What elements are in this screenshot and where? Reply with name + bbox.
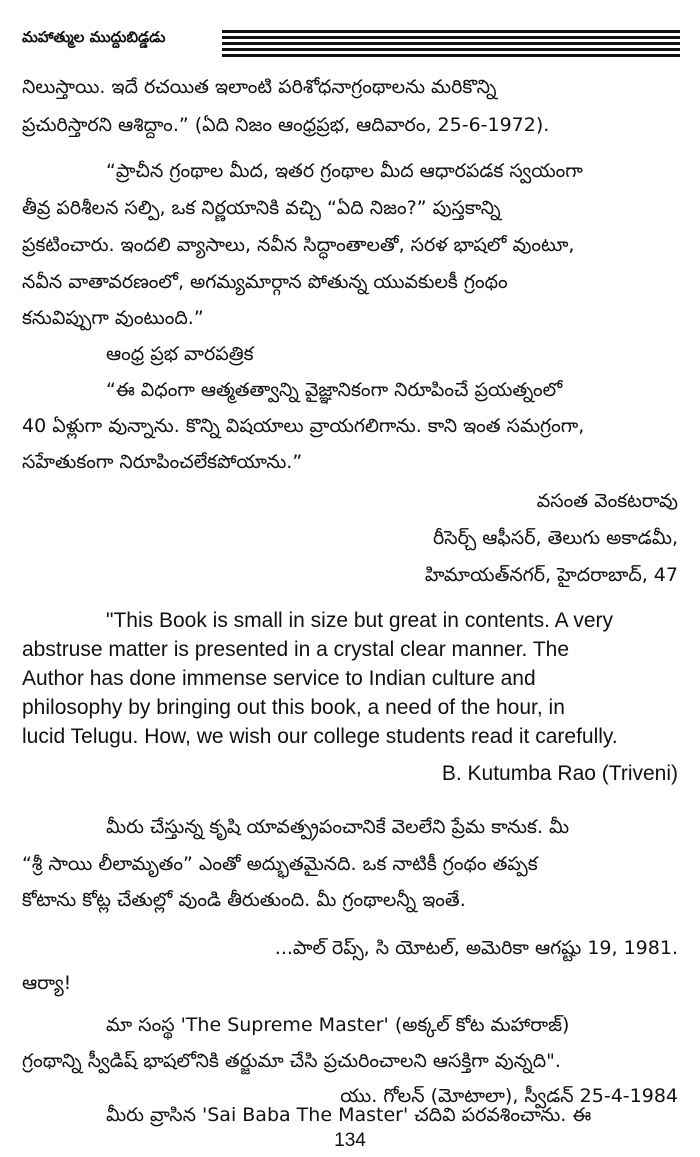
text-line: కోటాను కోట్ల చేతుల్లో వుండి తీరుతుంది. మీ గ్రంథాలన్నీ ఇంతే. bbox=[22, 889, 466, 911]
text-line: “ప్రాచీన గ్రంథాల మీద, ఇతర గ్రంథాల మీద ఆధారపడక స్వయంగా bbox=[106, 160, 583, 182]
text-line: కనువిప్పుగా వుంటుంది.” bbox=[22, 307, 204, 329]
attribution-address: హిమాయత్‌నగర్, హైదరాబాద్, 47 bbox=[424, 564, 678, 586]
text-line: గ్రంథాన్ని స్వీడిష్ భాషలోనికి తర్జుమా చేసి ప్రచురించాలని ఆసక్తిగా వున్నది". bbox=[22, 1050, 561, 1072]
english-quote-line: lucid Telugu. How, we wish our college students read it carefully. bbox=[22, 725, 618, 748]
text-line: “శ్రీ సాయి లీలామృతం” ఎంతో అద్భుతమైనది. ఒక నాటికీ గ్రంథం తప్పక bbox=[22, 853, 538, 875]
text-line: 40 ఏళ్లుగా వున్నాను. కొన్ని విషయాలు వ్రాయగలిగాను. కాని ఇంత సమగ్రంగా, bbox=[22, 415, 585, 437]
english-quote-line: abstruse matter is presented in a crystal clear manner. The bbox=[22, 638, 570, 661]
english-attribution: B. Kutumba Rao (Triveni) bbox=[441, 762, 678, 785]
english-quote-line: philosophy by bringing out this book, a need of the hour, in bbox=[22, 696, 565, 719]
attribution-title: రీసెర్చ్ ఆఫీసర్, తెలుగు అకాడమీ, bbox=[433, 527, 678, 549]
header-rule bbox=[222, 30, 680, 33]
text-line: ప్రకటించారు. ఇందలి వ్యాసాలు, నవీన సిద్ధాంతాలతో, సరళ భాషలో వుంటూ, bbox=[22, 234, 575, 256]
text-line: “ఈ విధంగా ఆత్మతత్వాన్ని వైజ్ఞానికంగా నిరూపించే ప్రయత్నంలో bbox=[106, 379, 563, 401]
english-quote-line: "This Book is small in size but great in contents. A very bbox=[106, 609, 614, 632]
text-line: తీవ్ర పరిశీలన సల్పి, ఒక నిర్ణయానికి వచ్చి “ఏది నిజం?” పుస్తకాన్ని bbox=[22, 197, 501, 219]
attribution-line: ఆంధ్ర ప్రభ వారపత్రిక bbox=[106, 343, 254, 365]
running-title: మహాత్ముల ముద్దుబిడ్డడు bbox=[22, 28, 166, 46]
header-rule bbox=[222, 42, 680, 45]
page-number: 134 bbox=[334, 1130, 366, 1151]
header-rule bbox=[222, 48, 680, 51]
text-line: మా సంస్థ 'The Supreme Master' (అక్కల్ కోట మహారాజ్) bbox=[106, 1014, 570, 1036]
header-rule bbox=[222, 54, 680, 57]
header-rule bbox=[222, 36, 680, 39]
text-line: మీరు వ్రాసిన 'Sai Baba The Master' చదివి పరవశించాను. ఈ bbox=[106, 1104, 592, 1126]
salutation: ఆర్యా! bbox=[22, 972, 72, 994]
header-rules bbox=[222, 30, 680, 60]
text-line: సహేతుకంగా నిరూపించలేకపోయాను.” bbox=[22, 451, 303, 473]
text-line: నిలుస్తాయి. ఇదే రచయిత ఇలాంటి పరిశోధనాగ్రంథాలను మరికొన్ని bbox=[22, 76, 497, 98]
text-line: మీరు చేస్తున్న కృషి యావత్ప్రపంచానికే వెలలేని ప్రేమ కానుక. మీ bbox=[106, 816, 570, 838]
attribution-line: యు. గోలన్ (మోటాలా), స్వీడన్ 25-4-1984 bbox=[340, 1085, 678, 1107]
page-header bbox=[22, 28, 680, 62]
attribution-name: వసంత వెంకటరావు bbox=[536, 490, 678, 512]
attribution-line: ...పాల్ రెప్స్, సి యోటల్, అమెరికా ఆగష్టు 19, 1981. bbox=[274, 937, 678, 959]
text-line: నవీన వాతావరణంలో, అగమ్యమార్గాన పోతున్న యువకులకీ గ్రంథం bbox=[22, 271, 508, 293]
english-quote-line: Author has done immense service to Indian culture and bbox=[22, 667, 536, 690]
text-line: ప్రచురిస్తారని ఆశిద్దాం.” (ఏది నిజం ఆంధ్రప్రభ, ఆదివారం, 25-6-1972). bbox=[22, 114, 550, 136]
